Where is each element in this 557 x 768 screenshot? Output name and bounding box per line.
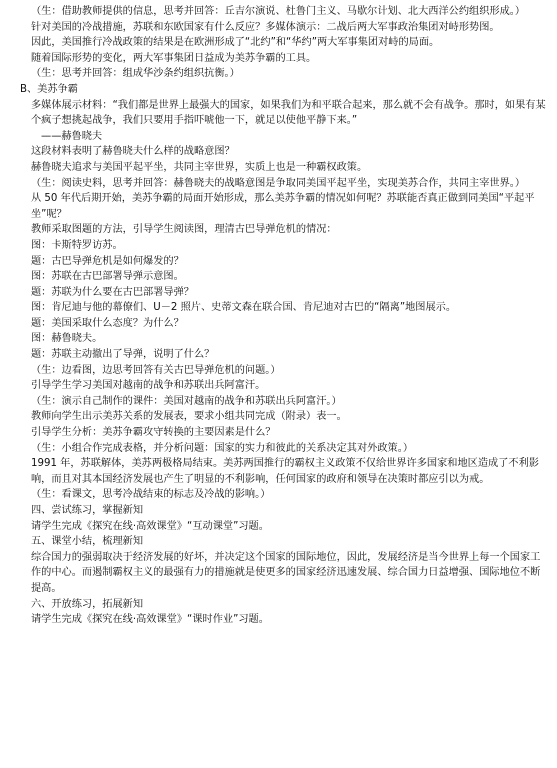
paragraph: 题：古巴导弹危机是如何爆发的？ (31, 255, 184, 267)
paragraph: ——赫鲁晓夫 (41, 130, 103, 142)
paragraph: 针对美国的冷战措施，苏联和东欧国家有什么反应？多媒体演示：二战后两大军事政治集团对峙形势图。 (31, 21, 500, 33)
paragraph: 题：苏联为什么要在古巴部署导弹？ (31, 286, 194, 298)
paragraph: 图：卡斯特罗访苏。 (31, 239, 123, 251)
paragraph: 五、课堂小结，梳理新知 (31, 536, 144, 548)
paragraph: 图：苏联在古巴部署导弹示意图。 (31, 271, 184, 283)
paragraph: （生：边看图，边思考回答有关古巴导弹危机的问题。） (31, 364, 281, 376)
paragraph: 教师向学生出示美苏关系的发展表，要求小组共同完成（附录）表一。 (31, 411, 347, 423)
paragraph: 综合国力的强弱取决于经济发展的好坏，并决定这个国家的国际地位，因此，发展经济是当今世界上每一个国家工作的中心。而遏制霸权主义的最强有力的措施就是使更多的国家经济迅速发展、综合国力日益增强、国际地位不断提高。 (31, 551, 541, 594)
paragraph: （生：思考并回答：组成华沙条约组织抗衡。） (31, 68, 240, 80)
paragraph: 引导学生学习美国对越南的战争和苏联出兵阿富汗。 (31, 380, 266, 392)
paragraph: 这段材料表明了赫鲁晓夫什么样的战略意图？ (31, 146, 235, 158)
paragraph: 引导学生分析：美苏争霸攻守转换的主要因素是什么？ (31, 427, 276, 439)
paragraph: 图：肯尼迪与他的幕僚们、U－2 照片、史蒂文森在联合国、肯尼迪对古巴的“隔离”地图展示。 (31, 302, 457, 314)
paragraph: 请学生完成《探究在线·高效课堂》“课时作业”习题。 (31, 614, 269, 626)
paragraph: 题：苏联主动撤出了导弹，说明了什么？ (31, 349, 215, 361)
paragraph: 图：赫鲁晓夫。 (31, 333, 103, 345)
paragraph: 赫鲁晓夫追求与美国平起平坐，共同主宰世界，实质上也是一种霸权政策。 (31, 161, 368, 173)
paragraph: （生：演示自己制作的课件：美国对越南的战争和苏联出兵阿富汗。） (31, 395, 342, 407)
paragraph: 教师采取图题的方法，引导学生阅读图，理清古巴导弹危机的情况： (31, 224, 337, 236)
paragraph: 请学生完成《探究在线·高效课堂》“互动课堂”习题。 (31, 520, 269, 532)
paragraph: 多媒体展示材料：“我们都是世界上最强大的国家，如果我们为和平联合起来，那么就不会有战争。那时，如果有某个疯子想挑起战争，我们只要用手指吓唬他一下，就足以使他平静下来。” (31, 99, 546, 127)
paragraph: 题：美国采取什么态度？为什么？ (31, 317, 184, 329)
paragraph: （生：看课文，思考冷战结束的标志及冷战的影响。） (31, 489, 271, 501)
paragraph: 从 50 年代后期开始，美苏争霸的局面开始形成，那么美苏争霸的情况如何呢？苏联能否真正做到同美国“平起平坐”呢？ (31, 193, 535, 220)
paragraph: 六、开放练习，拓展新知 (31, 598, 144, 610)
paragraph: （生：借助教师提供的信息，思考并回答：丘吉尔演说、杜鲁门主义、马歇尔计划、北大西洋公约组织形成。） (31, 6, 526, 17)
paragraph: （生：小组合作完成表格，并分析问题：国家的实力和彼此的关系决定其对外政策。） (31, 442, 414, 454)
paragraph: （生：阅读史料，思考并回答：赫鲁晓夫的战略意图是争取同美国平起平坐，实现美苏合作，共同主宰世界。） (31, 177, 526, 189)
paragraph: 随着国际形势的变化，两大军事集团日益成为美苏争霸的工具。 (31, 52, 317, 64)
paragraph: B、美苏争霸 (20, 83, 78, 95)
paragraph: 1991 年，苏联解体，美苏两极格局结束。美苏两国推行的霸权主义政策不仅给世界许多国家和地区造成了不利影响，而且对其本国经济发展也产生了明显的不利影响，任何国家的政府和领导在决策时都应引以为戒。 (31, 458, 539, 485)
paragraph: 因此，美国推行冷战政策的结果是在欧洲形成了“北约”和“华约”两大军事集团对峙的局面。 (31, 37, 440, 49)
paragraph: 四、尝试练习，掌握新知 (31, 505, 144, 516)
